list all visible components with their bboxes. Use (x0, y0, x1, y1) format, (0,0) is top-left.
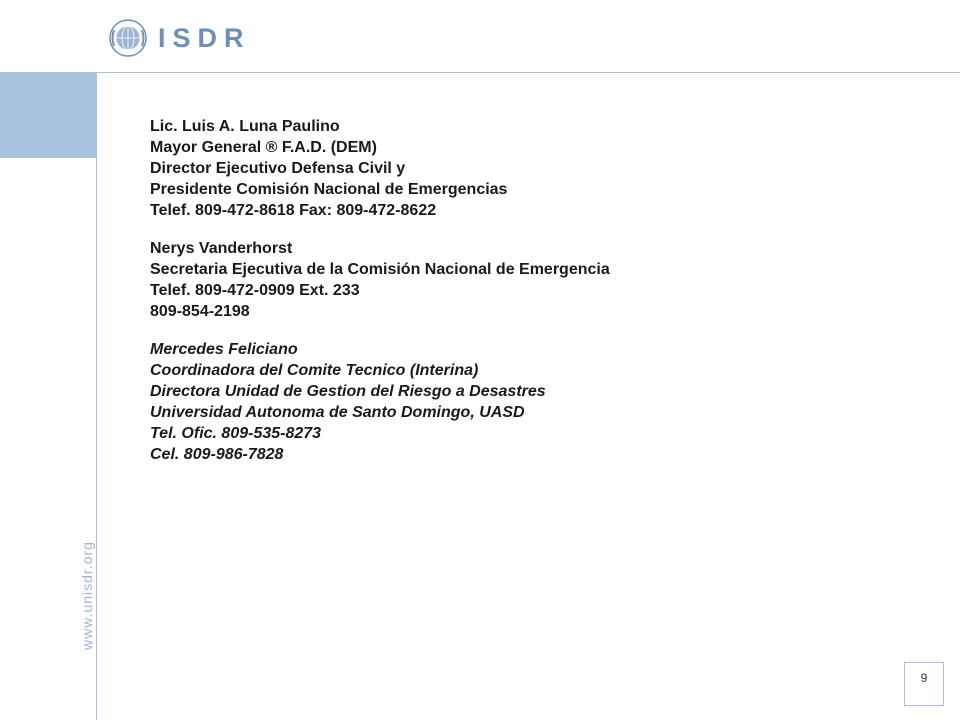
sidebar-accent-block (0, 72, 96, 158)
contact-name: Lic. Luis A. Luna Paulino (150, 118, 340, 135)
contact-phone: Cel. 809-986-7828 (150, 446, 284, 463)
contact-title: Director Ejecutivo Defensa Civil y (150, 160, 406, 177)
page-number: 9 (904, 662, 944, 706)
logo-text: ISDR (158, 23, 251, 53)
contact-name: Mercedes Feliciano (150, 341, 298, 358)
contact-title: Secretaria Ejecutiva de la Comisión Nacional de Emergencia (150, 261, 610, 278)
contact-rank: Mayor General ® F.A.D. (DEM) (150, 139, 377, 156)
contact-title: Directora Unidad de Gestion del Riesgo a Desastres (150, 383, 546, 400)
contact-phone: Telef. 809-472-0909 Ext. 233 (150, 282, 360, 299)
contact-phone: 809-854-2198 (150, 303, 250, 320)
contact-name: Nerys Vanderhorst (150, 240, 293, 257)
contact-block-1 (150, 116, 930, 221)
contact-block-2 (150, 238, 930, 322)
isdr-logo (108, 18, 251, 58)
website-url: www.unisdr.org (79, 541, 95, 650)
header-divider (0, 72, 960, 73)
sidebar-divider (96, 72, 97, 720)
contact-title: Coordinadora del Comite Tecnico (Interina) (150, 362, 479, 379)
contact-phone: Tel. Ofic. 809-535-8273 (150, 425, 322, 442)
contact-phone: Telef. 809-472-8618 Fax: 809-472-8622 (150, 202, 437, 219)
un-emblem-icon (108, 18, 148, 58)
contact-list (150, 116, 930, 482)
contact-organization: Universidad Autonoma de Santo Domingo, UASD (150, 404, 525, 421)
contact-title: Presidente Comisión Nacional de Emergencias (150, 181, 508, 198)
contact-block-3 (150, 339, 930, 465)
